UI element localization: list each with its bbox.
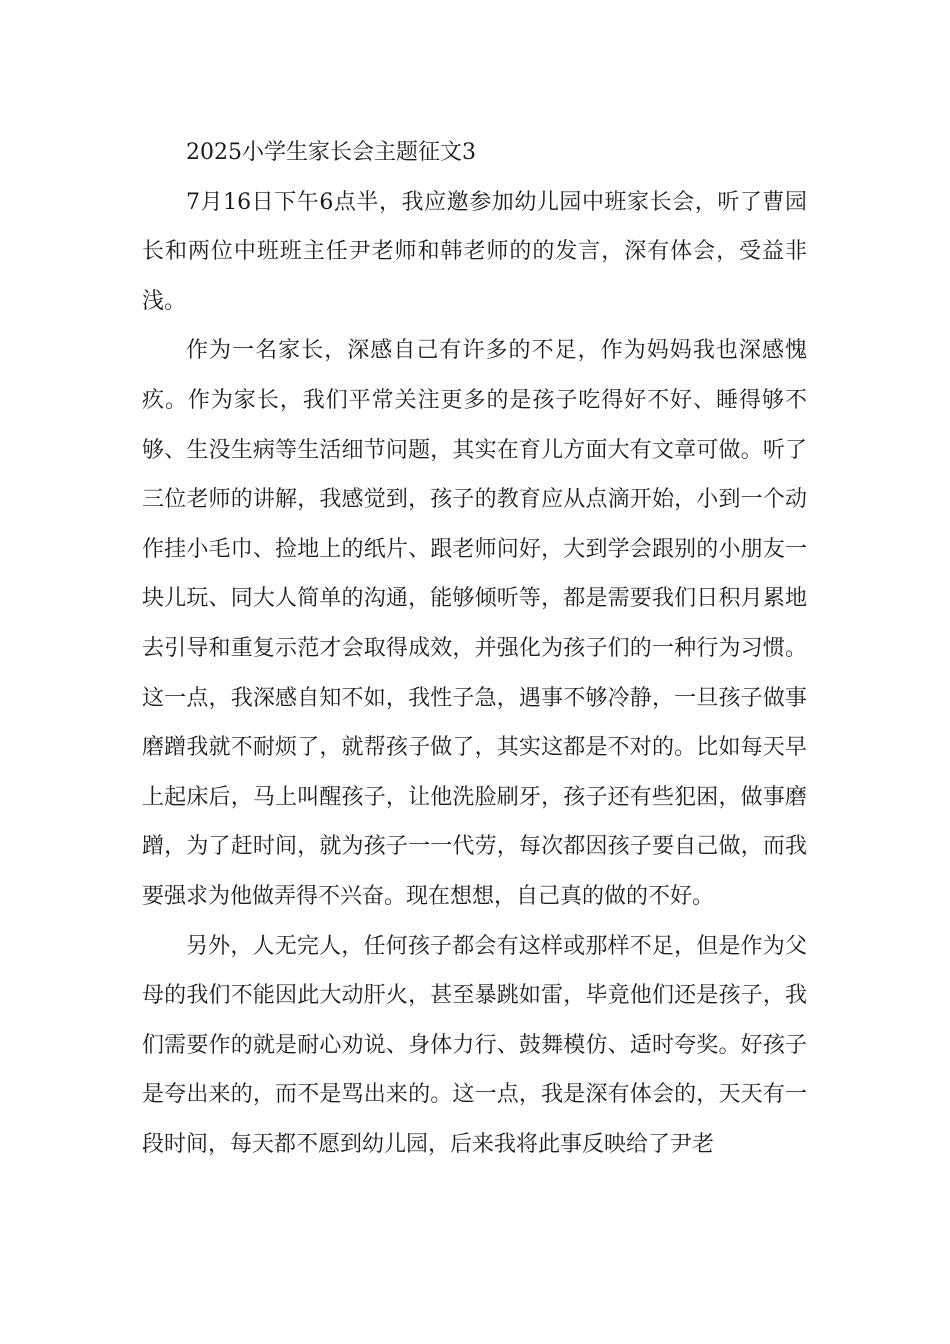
paragraph-3: 另外，人无完人，任何孩子都会有这样或那样不足，但是作为父母的我们不能因此大动肝火，甚至暴跳如雷，毕竟他们还是孩子，我们需要作的就是耐心劝说、身体力行、鼓舞模仿、适时夸奖。好孩子是夸出来的，而不是骂出来的。这一点，我是深有体会的，天天有一段时间，每天都不愿到幼儿园，后来我将此事反映给了尹老 <box>142 933 807 1157</box>
paragraph-2: 作为一名家长，深感自己有许多的不足，作为妈妈我也深感愧疚。作为家长，我们平常关注更多的是孩子吃得好不好、睡得够不够、生没生病等生活细节问题，其实在育儿方面大有文章可做。听了三位老师的讲解，我感觉到，孩子的教育应从点滴开始，小到一个动作挂小毛巾、捡地上的纸片、跟老师问好，大到学会跟别的小朋友一块儿玩、同大人简单的沟通，能够倾听等，都是需要我们日积月累地去引导和重复示范才会取得成效，并强化为孩子们的一种行为习惯。这一点，我深感自知不如，我性子急，遇事不够冷静，一旦孩子做事磨蹭我就不耐烦了，就帮孩子做了，其实这都是不对的。比如每天早上起床后，马上叫醒孩子，让他洗脸刷牙，孩子还有些犯困，做事磨蹭，为了赶时间，就为孩子一一代劳，每次都因孩子要自己做，而我要强求为他做弄得不兴奋。现在想想，自己真的做的不好。 <box>142 338 807 909</box>
document-body <box>142 128 807 1169</box>
paragraph-1: 7月16日下午6点半，我应邀参加幼儿园中班家长会，听了曹园长和两位中班班主任尹老师和韩老师的的发言，深有体会，受益非浅。 <box>142 189 807 314</box>
document-title: 2025小学生家长会主题征文3 <box>186 140 476 165</box>
